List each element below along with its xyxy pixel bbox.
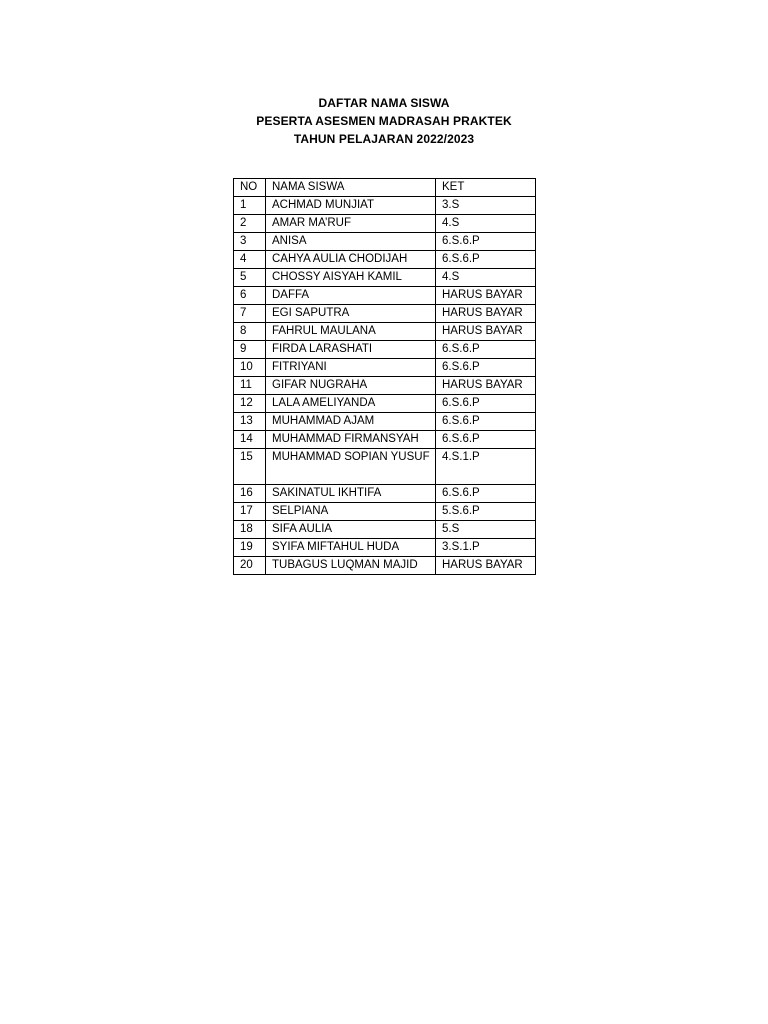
table-row [234,557,536,575]
document-heading [0,94,768,148]
table-row [234,413,536,431]
cell-ket: 6.S.6.P [436,413,536,431]
cell-nama-siswa: AMAR MA’RUF [266,215,436,233]
table-row [234,287,536,305]
table-row [234,377,536,395]
cell-no: 9 [234,341,266,359]
header-no: NO [234,179,266,197]
table-row [234,215,536,233]
cell-nama-siswa: FITRIYANI [266,359,436,377]
cell-ket: 4.S [436,215,536,233]
table-row [234,431,536,449]
cell-no: 13 [234,413,266,431]
cell-nama-siswa: SYIFA MIFTAHUL HUDA [266,539,436,557]
cell-nama-siswa: FIRDA LARASHATI [266,341,436,359]
table-row [234,305,536,323]
student-table [233,178,536,575]
cell-ket: 6.S.6.P [436,431,536,449]
table-row [234,197,536,215]
cell-nama-siswa: CHOSSY AISYAH KAMIL [266,269,436,287]
table-row [234,341,536,359]
table-row [234,395,536,413]
cell-no: 2 [234,215,266,233]
cell-no: 1 [234,197,266,215]
cell-no: 3 [234,233,266,251]
cell-no: 19 [234,539,266,557]
cell-nama-siswa: EGI SAPUTRA [266,305,436,323]
cell-no: 4 [234,251,266,269]
table-row [234,269,536,287]
table-row [234,521,536,539]
cell-no: 15 [234,449,266,485]
cell-no: 17 [234,503,266,521]
cell-nama-siswa: DAFFA [266,287,436,305]
table-row [234,323,536,341]
heading-line-1: DAFTAR NAMA SISWA [318,96,450,110]
heading-line-2: PESERTA ASESMEN MADRASAH PRAKTEK [256,114,512,128]
cell-ket: 5.S.6.P [436,503,536,521]
cell-nama-siswa: SIFA AULIA [266,521,436,539]
header-nama-siswa: NAMA SISWA [266,179,436,197]
cell-no: 12 [234,395,266,413]
cell-nama-siswa: MUHAMMAD AJAM [266,413,436,431]
cell-ket: HARUS BAYAR [436,287,536,305]
table-row [234,359,536,377]
cell-no: 8 [234,323,266,341]
cell-nama-siswa: SELPIANA [266,503,436,521]
cell-no: 16 [234,485,266,503]
cell-nama-siswa: MUHAMMAD SOPIAN YUSUF [266,449,436,485]
cell-no: 11 [234,377,266,395]
table-row [234,449,536,485]
cell-ket: 6.S.6.P [436,251,536,269]
cell-ket: 6.S.6.P [436,341,536,359]
table-row [234,233,536,251]
cell-nama-siswa: FAHRUL MAULANA [266,323,436,341]
cell-no: 5 [234,269,266,287]
cell-ket: 3.S.1.P [436,539,536,557]
cell-nama-siswa: LALA AMELIYANDA [266,395,436,413]
cell-ket: 6.S.6.P [436,233,536,251]
cell-ket: HARUS BAYAR [436,305,536,323]
cell-nama-siswa: SAKINATUL IKHTIFA [266,485,436,503]
table-row [234,251,536,269]
cell-no: 10 [234,359,266,377]
cell-ket: HARUS BAYAR [436,557,536,575]
table-row [234,539,536,557]
cell-ket: HARUS BAYAR [436,377,536,395]
cell-ket: 6.S.6.P [436,395,536,413]
cell-nama-siswa: CAHYA AULIA CHODIJAH [266,251,436,269]
cell-no: 18 [234,521,266,539]
heading-line-3: TAHUN PELAJARAN 2022/2023 [293,132,475,146]
cell-no: 7 [234,305,266,323]
cell-ket: 6.S.6.P [436,485,536,503]
header-ket: KET [436,179,536,197]
table-header-row [234,179,536,197]
cell-nama-siswa: TUBAGUS LUQMAN MAJID [266,557,436,575]
cell-ket: 6.S.6.P [436,359,536,377]
cell-ket: 5.S [436,521,536,539]
cell-ket: 3.S [436,197,536,215]
cell-ket: 4.S [436,269,536,287]
cell-nama-siswa: GIFAR NUGRAHA [266,377,436,395]
cell-no: 20 [234,557,266,575]
cell-no: 14 [234,431,266,449]
cell-ket: HARUS BAYAR [436,323,536,341]
cell-nama-siswa: ANISA [266,233,436,251]
cell-no: 6 [234,287,266,305]
cell-nama-siswa: ACHMAD MUNJIAT [266,197,436,215]
table-row [234,485,536,503]
cell-nama-siswa: MUHAMMAD FIRMANSYAH [266,431,436,449]
table-row [234,503,536,521]
cell-ket: 4.S.1.P [436,449,536,485]
